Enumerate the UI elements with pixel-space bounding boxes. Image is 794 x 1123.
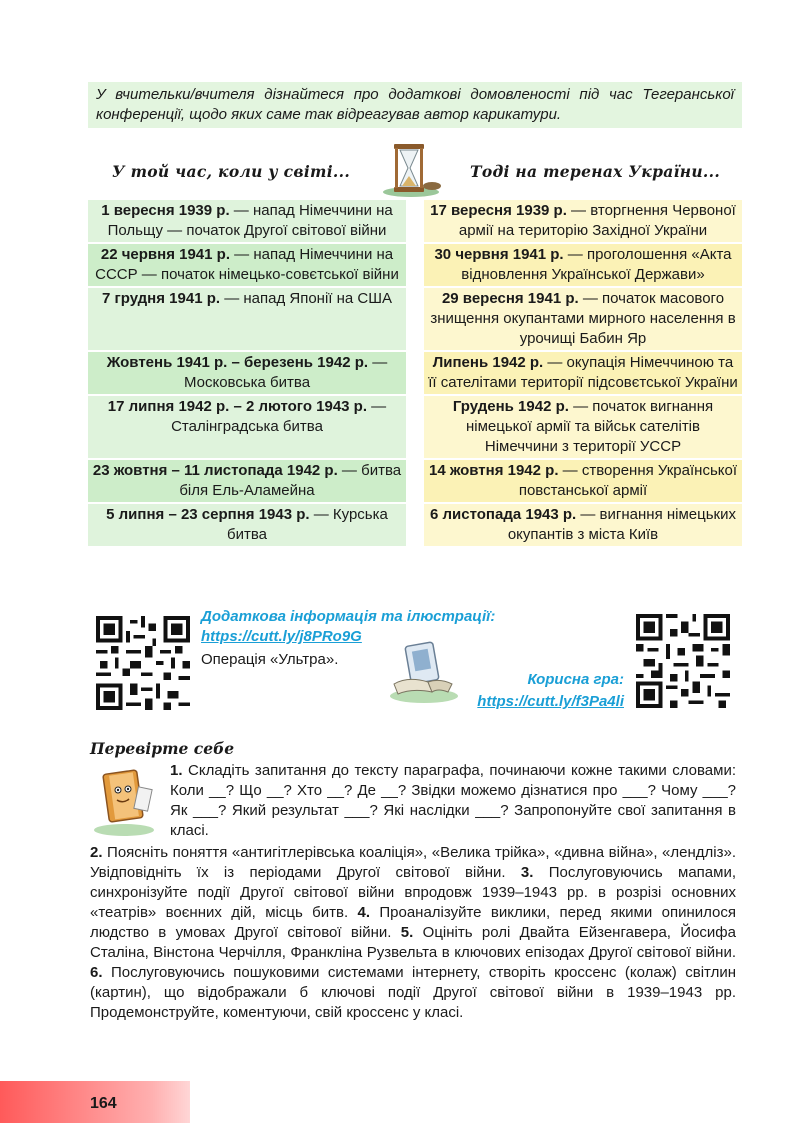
qr-code-icon[interactable] xyxy=(96,616,190,710)
page-number: 164 xyxy=(90,1095,117,1112)
ukraine-event: 17 вересня 1939 р. — вторгнення Червоної армії на територію Західної України xyxy=(424,200,742,242)
ukraine-event: 14 жовтня 1942 р. — створення Української повстанської армії xyxy=(424,460,742,502)
ukraine-event: 6 листопада 1943 р. — вигнання німецьких окупантів з міста Київ xyxy=(424,504,742,546)
timeline-row xyxy=(88,352,742,394)
timeline-row xyxy=(88,244,742,286)
ukraine-event: 29 вересня 1941 р. — початок масового знищення окупантами мирного населення в урочищі Бабин Яр xyxy=(424,288,742,350)
self-check-title: Перевірте себе xyxy=(90,739,235,758)
world-column-header: У той час, коли у світі... xyxy=(112,162,351,181)
hourglass-icon xyxy=(380,142,442,198)
timeline-row xyxy=(88,504,742,546)
qr-code-icon[interactable] xyxy=(636,614,730,708)
timeline-row xyxy=(88,396,742,458)
world-event: 5 липня – 23 серпня 1943 р. — Курська битва xyxy=(88,504,406,546)
world-event: 22 червня 1941 р. — напад Німеччини на СССР — початок німецько-совєтської війни xyxy=(88,244,406,286)
question-1: 1. Складіть запитання до тексту параграфа, починаючи кожне такими словами: Коли __? Що __? Хто __? Де __? Звідки можемо дізнатися про ___? Чому ___? Як ___? Який результат ___? Які наслідки ___? Запропонуйте свої запитання в класі. xyxy=(170,762,736,839)
extra-info-link[interactable]: https://cutt.ly/j8PRo9G xyxy=(201,628,362,645)
timeline-row xyxy=(88,288,742,350)
game-link[interactable]: https://cutt.ly/f3Pa4li xyxy=(477,693,624,710)
world-event: Жовтень 1941 р. – березень 1942 р. — Московська битва xyxy=(88,352,406,394)
ukraine-event: Липень 1942 р. — окупація Німеччиною та її сателітами території підсовєтської України xyxy=(424,352,742,394)
world-event: 17 липня 1942 р. – 2 лютого 1943 р. — Сталінградська битва xyxy=(88,396,406,458)
extra-info-text: Операція «Ультра». xyxy=(201,651,339,668)
timeline-row xyxy=(88,460,742,502)
world-event: 1 вересня 1939 р. — напад Німеччини на Польщу — початок Другої світової війни xyxy=(88,200,406,242)
ukraine-event: 30 червня 1941 р. — проголошення «Акта відновлення Української Держави» xyxy=(424,244,742,286)
questions-2-6: 2. Поясніть поняття «антигітлерівська коаліція», «Велика трійка», «дивна війна», «лендліз». Увідповідніть їх із періодами Другої світової війни. 3. Послуговуючись мапами, синхронізуйте події Другої світової війни впродовж 1939–1943 рр. в розрізі основних «театрів» воєнних дій, місць битв. 4. Проаналізуйте виклики, перед якими опинилося людство в умовах Другої світової війни. 5. Оцініть ролі Двайта Ейзенгавера, Йосифа Сталіна, Вінстона Черчілля, Франкліна Рузвельта в ключових епізодах Другої світової війни. 6. Послуговуючись пошуковими системами інтернету, створіть кроссенс (колаж) світлин (картин), що відображали б ключові події Другої світової війни в 1939–1943 рр. Продемонструйте, коментуючи, свій кроссенс у класі. xyxy=(90,844,737,1021)
teacher-note: У вчительки/вчителя дізнайтеся про додаткові домовленості під час Тегеранської конференції, щодо яких саме так відреагував автор карикатури. xyxy=(88,82,742,128)
world-event: 23 жовтня – 11 листопада 1942 р. — битва біля Ель-Аламейна xyxy=(88,460,406,502)
timeline-row xyxy=(88,200,742,242)
ukraine-event: Грудень 1942 р. — початок вигнання німецької армії та військ сателітів Німеччини з території УССР xyxy=(424,396,742,458)
book-character-icon xyxy=(90,760,160,838)
game-title: Корисна гра: xyxy=(527,671,624,688)
cards-illustration-icon xyxy=(388,638,460,704)
world-event: 7 грудня 1941 р. — напад Японії на США xyxy=(88,288,406,350)
ukraine-column-header: Тоді на теренах України... xyxy=(470,162,721,181)
extra-info-title: Додаткова інформація та ілюстрації: xyxy=(201,608,496,625)
timeline-table xyxy=(88,200,742,548)
